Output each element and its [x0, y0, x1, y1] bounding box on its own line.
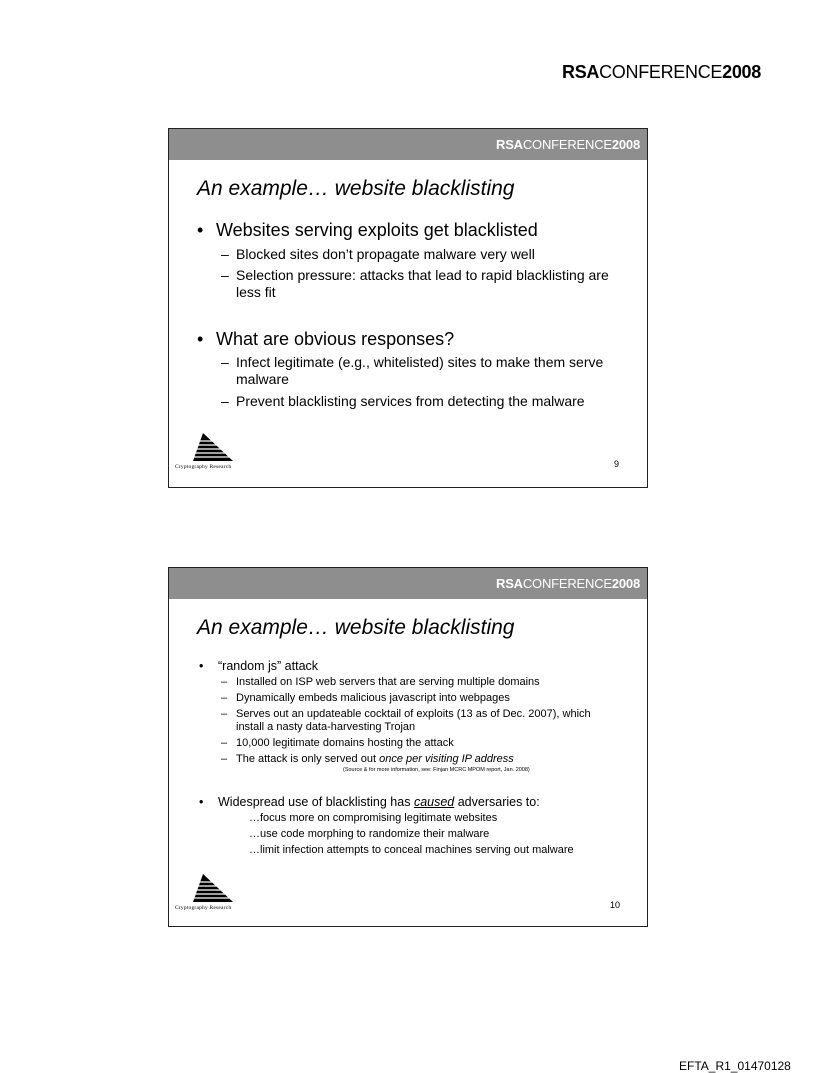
sub-bullet-text: [221, 753, 621, 766]
logo-year: 2008: [722, 62, 761, 82]
pyramid-icon: [175, 431, 245, 465]
consequence-item: …use code morphing to randomize their malware: [249, 828, 490, 840]
page-header-logo: [562, 62, 761, 83]
slide-10: [168, 567, 648, 927]
logo-rsa: RSA: [496, 137, 523, 152]
logo-rsa: RSA: [496, 576, 523, 591]
bullet-item: • “random js” attack: [199, 659, 319, 673]
bullet-text: What are obvious responses?: [216, 329, 455, 349]
page-number: 10: [610, 900, 621, 910]
cryptography-research-logo: [175, 872, 245, 911]
sub-bullet-item: – Blocked sites don’t propagate malware very well: [221, 246, 621, 263]
document-id: EFTA_R1_01470128: [679, 1059, 791, 1073]
consequence-item: …focus more on compromising legitimate websites: [249, 812, 498, 824]
page-number: 9: [614, 459, 620, 469]
slide-header-bar: [169, 129, 647, 160]
logo-year: 2008: [611, 576, 640, 591]
sub-bullet-text-prefix: The attack is only served out: [236, 753, 380, 765]
sub-bullet-text: 10,000 legitimate domains hosting the attack: [236, 737, 454, 749]
consequence-item: …limit infection attempts to conceal machines serving out malware: [249, 844, 574, 856]
logo-rsa: RSA: [562, 62, 600, 82]
sub-bullet-item: – The attack is only served out once per visiting IP address: [221, 753, 621, 766]
sub-bullet-text: Infect legitimate (e.g., whitelisted) sites to make them serve malware: [236, 354, 604, 387]
bullet-item: • Widespread use of blacklisting has caused adversaries to:: [199, 795, 540, 809]
sub-bullet-text: Blocked sites don’t propagate malware very well: [236, 246, 535, 262]
sub-bullet-item: – Dynamically embeds malicious javascript into webpages: [221, 692, 621, 705]
logo-caption: Cryptography Research: [175, 464, 232, 470]
bullet-item: • What are obvious responses?: [197, 329, 455, 349]
sub-bullet-item: – Selection pressure: attacks that lead to rapid blacklisting are less fit: [221, 267, 621, 301]
slide-9: [168, 128, 648, 488]
sub-bullet-item: – Infect legitimate (e.g., whitelisted) sites to make them serve malware: [221, 354, 621, 388]
bullet-text: Widespread use of blacklisting has: [218, 795, 414, 809]
logo-year: 2008: [611, 137, 640, 152]
source-note: (Source & for more information, see: Finjan MCRC MPOM report, Jan. 2008): [343, 767, 530, 773]
bullet-item: • Websites serving exploits get blacklisted: [197, 220, 538, 240]
sub-bullet-text: Dynamically embeds malicious javascript into webpages: [236, 692, 510, 704]
sub-bullet-text: Prevent blacklisting services from detecting the malware: [236, 393, 585, 409]
slide-header-bar: [169, 568, 647, 599]
sub-bullet-item: – Installed on ISP web servers that are serving multiple domains: [221, 676, 621, 689]
slide-title: An example… website blacklisting: [197, 616, 515, 639]
bullet-text-suffix: adversaries to:: [454, 795, 540, 809]
sub-bullet-text: Installed on ISP web servers that are serving multiple domains: [236, 676, 540, 688]
sub-bullet-item: – Prevent blacklisting services from detecting the malware: [221, 393, 621, 410]
slide-title: An example… website blacklisting: [197, 177, 515, 200]
sub-bullet-text: Serves out an updateable cocktail of exploits (13 as of Dec. 2007), which install a nasty data-harvesting Trojan: [236, 708, 591, 733]
bullet-emphasis: caused: [413, 795, 455, 809]
pyramid-icon: [175, 872, 245, 906]
sub-bullet-item: – Serves out an updateable cocktail of exploits (13 as of Dec. 2007), which install a nasty data-harvesting Trojan: [221, 708, 621, 734]
bullet-text: Websites serving exploits get blacklisted: [216, 220, 538, 240]
logo-conference: CONFERENCE: [522, 137, 612, 152]
slide-header-logo: [496, 576, 640, 591]
logo-caption: Cryptography Research: [175, 905, 232, 911]
bullet-text: “random js” attack: [218, 659, 319, 673]
logo-conference: CONFERENCE: [599, 62, 723, 82]
sub-bullet-text: Selection pressure: attacks that lead to rapid blacklisting are less fit: [236, 267, 609, 300]
sub-bullet-emphasis: once per visiting IP address: [379, 753, 514, 765]
slide-header-logo: [496, 137, 640, 152]
logo-conference: CONFERENCE: [522, 576, 612, 591]
cryptography-research-logo: [175, 431, 245, 470]
sub-bullet-item: – 10,000 legitimate domains hosting the attack: [221, 737, 621, 750]
